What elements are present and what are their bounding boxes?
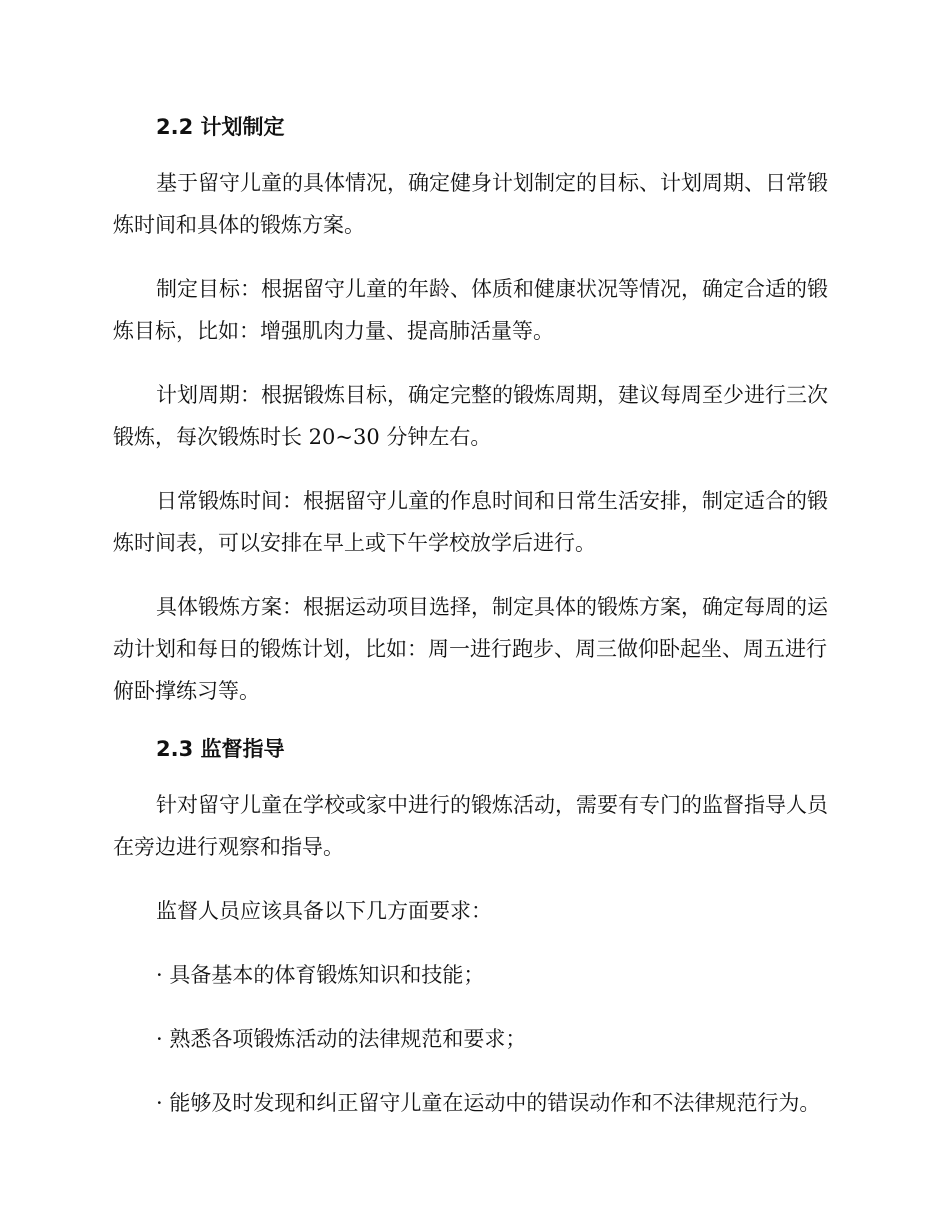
paragraph-intro: 基于留守儿童的具体情况，确定健身计划制定的目标、计划周期、日常锻炼时间和具体的锻炼方案。 [113, 171, 828, 237]
section-heading-supervision: 2.3 监督指导 [156, 737, 285, 761]
paragraph-cycle: 计划周期：根据锻炼目标，确定完整的锻炼周期，建议每周至少进行三次锻炼，每次锻炼时长 20~30 分钟左右。 [113, 383, 828, 449]
document-body [113, 108, 831, 1124]
paragraph-exercise-plan: 具体锻炼方案：根据运动项目选择，制定具体的锻炼方案，确定每周的运动计划和每日的锻炼计划，比如：周一进行跑步、周三做仰卧起坐、周五进行俯卧撑练习等。 [113, 595, 828, 703]
list-item-knowledge: · 具备基本的体育锻炼知识和技能； [156, 963, 485, 987]
paragraph-goal: 制定目标：根据留守儿童的年龄、体质和健康状况等情况，确定合适的锻炼目标，比如：增强肌肉力量、提高肺活量等。 [113, 277, 828, 343]
list-item-correction: · 能够及时发现和纠正留守儿童在运动中的错误动作和不法律规范行为。 [156, 1091, 821, 1115]
paragraph-requirements: 监督人员应该具备以下几方面要求： [156, 899, 492, 923]
paragraph-daily-time: 日常锻炼时间：根据留守儿童的作息时间和日常生活安排，制定适合的锻炼时间表，可以安排在早上或下午学校放学后进行。 [113, 489, 828, 555]
list-item-regulations: · 熟悉各项锻炼活动的法律规范和要求； [156, 1027, 527, 1051]
paragraph-supervision-intro: 针对留守儿童在学校或家中进行的锻炼活动，需要有专门的监督指导人员在旁边进行观察和指导。 [113, 793, 828, 859]
section-heading-plan: 2.2 计划制定 [156, 115, 285, 139]
